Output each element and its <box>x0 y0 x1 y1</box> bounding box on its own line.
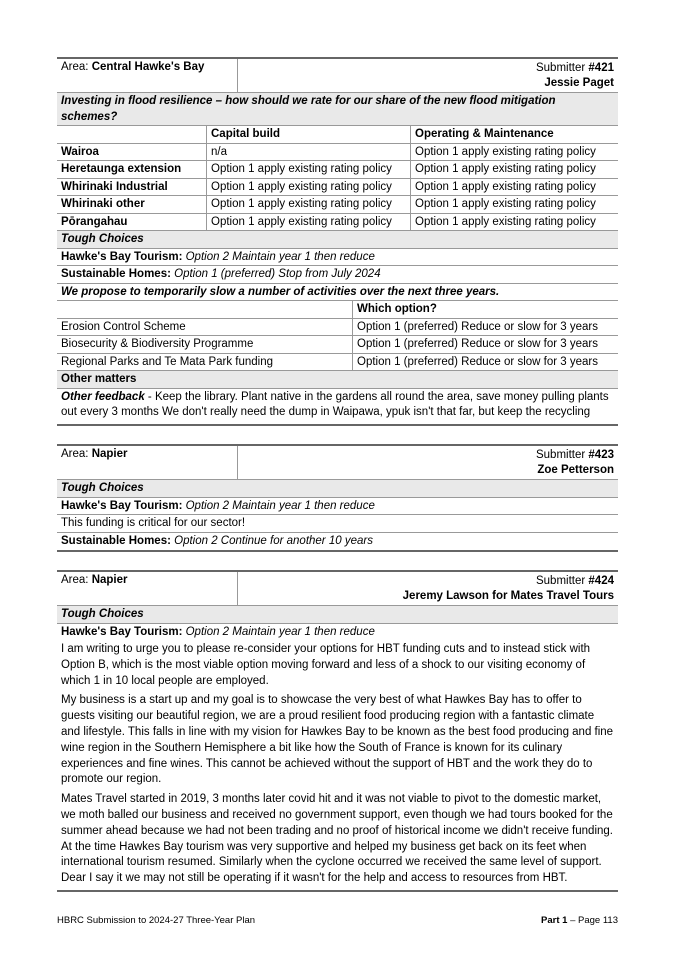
flood-heading: Investing in flood resilience – how should we rate for our share of the new flood mitigation schemes? <box>57 93 618 126</box>
flood-scheme: Wairoa <box>57 144 207 162</box>
submission-header <box>57 59 618 93</box>
submitter-name: Jeremy Lawson for Mates Travel Tours <box>402 589 614 602</box>
area-value: Central Hawke's Bay <box>91 61 205 73</box>
submission-423 <box>57 444 618 552</box>
tough-choices-heading: Tough Choices <box>57 231 618 249</box>
flood-capital: Option 1 apply existing rating policy <box>207 179 411 197</box>
tourism-row: Hawke's Bay Tourism: Option 2 Maintain year 1 then reduce <box>57 249 618 267</box>
submitter-number: #424 <box>588 575 614 588</box>
flood-scheme: Pōrangahau <box>57 214 207 231</box>
other-matters-heading: Other matters <box>57 371 618 389</box>
other-feedback: Other feedback - Keep the library. Plant native in the gardens all round the area, save money pulling plants out every 3 months We don't really need the dump in Waipawa, ypuk isn't that far, but keep the recycling <box>61 390 609 419</box>
flood-capital: Option 1 apply existing rating policy <box>207 214 411 231</box>
flood-table <box>57 126 618 231</box>
slow-option: Option 1 (preferred) Reduce or slow for 3 years <box>353 336 618 354</box>
flood-scheme: Whirinaki other <box>57 196 207 214</box>
tourism-row: Hawke's Bay Tourism: Option 2 Maintain year 1 then reduce <box>57 498 618 516</box>
submitter-cell: Submitter #423 Zoe Petterson <box>535 449 614 476</box>
flood-scheme: Whirinaki Industrial <box>57 179 207 197</box>
submission-paragraph: My business is a start up and my goal is to showcase the very best of what Hawkes Bay has to offer to guests visiting our beautiful region, we are a proud resilient food producing region with a fantastic climate and lifestyle. This falls in line with my vision for Hawkes Bay to be known as the best food producing and fine wine region in the Southern Hemisphere a bit like how the South of France is known for its culinary experiences and fine wines. This cannot be achieved without the support of HBT and the work they do to promote our region. <box>61 694 614 786</box>
col-operating-header: Operating & Maintenance <box>411 126 618 144</box>
slow-heading: We propose to temporarily slow a number of activities over the next three years. <box>57 284 618 302</box>
tourism-row: Hawke's Bay Tourism: Option 2 Maintain year 1 then reduce <box>61 625 375 638</box>
page-footer <box>57 915 618 926</box>
slow-option: Option 1 (preferred) Reduce or slow for 3 years <box>353 319 618 337</box>
submitter-name: Zoe Petterson <box>537 463 614 476</box>
submission-421 <box>57 57 618 426</box>
slow-table <box>57 301 618 371</box>
submitter-name: Jessie Paget <box>544 76 614 89</box>
flood-operating: Option 1 apply existing rating policy <box>411 179 618 197</box>
submission-header <box>57 446 618 480</box>
area-value: Napier <box>91 574 128 587</box>
flood-operating: Option 1 apply existing rating policy <box>415 215 596 228</box>
area-cell: Area: Napier <box>57 572 238 605</box>
area-value: Napier <box>91 448 128 461</box>
slow-activity: Erosion Control Scheme <box>57 319 353 337</box>
tough-choices-heading: Tough Choices <box>57 606 618 624</box>
submitter-number: #423 <box>588 449 614 462</box>
footer-page: Part 1 – Page 113 <box>541 915 618 926</box>
area-cell: Area: Napier <box>57 446 238 479</box>
flood-capital: Option 1 apply existing rating policy <box>207 161 411 179</box>
slow-activity: Biosecurity & Biodiversity Programme <box>57 336 353 354</box>
flood-scheme: Heretaunga extension <box>57 161 207 179</box>
submission-paragraph: Mates Travel started in 2019, 3 months later covid hit and it was not viable to pivot to the domestic market, we moth balled our business and received no government support, even though we had tours booked for the summer ahead because we had not been trading and no proof of historical income we didn't receive funding. At the time Hawkes Bay tourism was very supportive and helped my business get back on its feet when international tourism resumed. Similarly when the cyclone occurred we received the same level of support. Dear I say it we may not still be operating if it wasn't for the help and access to resources from HBT. <box>61 793 613 885</box>
flood-capital: n/a <box>207 144 411 162</box>
submitter-label: Submitter <box>535 62 586 74</box>
flood-operating: Option 1 apply existing rating policy <box>411 144 618 162</box>
slow-activity: Regional Parks and Te Mata Park funding <box>57 354 353 371</box>
homes-row: Sustainable Homes: Option 2 Continue for another 10 years <box>61 534 373 547</box>
area-label: Area: <box>61 61 89 73</box>
flood-operating: Option 1 apply existing rating policy <box>411 196 618 214</box>
submission-header <box>57 572 618 606</box>
tourism-comment: This funding is critical for our sector! <box>57 515 618 533</box>
slow-option: Option 1 (preferred) Reduce or slow for 3 years <box>357 355 598 368</box>
submitter-number: #421 <box>588 62 614 74</box>
col-capital-header: Capital build <box>207 126 411 144</box>
submitter-cell: Submitter #424 Jeremy Lawson for Mates Travel Tours <box>402 575 614 602</box>
which-option-header: Which option? <box>353 301 618 319</box>
homes-row: Sustainable Homes: Option 1 (preferred) Stop from July 2024 <box>57 266 618 284</box>
submission-paragraph: I am writing to urge you to please re-consider your options for HBT funding cuts and to instead stick with Option B, which is the most viable option moving forward and less of a shock to our visiting economy of which 1 in 10 local people are employed. <box>61 643 591 687</box>
document-page <box>57 57 618 910</box>
submission-424 <box>57 570 618 892</box>
tough-choices-heading: Tough Choices <box>57 480 618 498</box>
area-cell <box>57 59 238 92</box>
footer-title: HBRC Submission to 2024-27 Three-Year Plan <box>57 915 256 926</box>
flood-capital: Option 1 apply existing rating policy <box>207 196 411 214</box>
submitter-cell <box>238 59 618 92</box>
flood-operating: Option 1 apply existing rating policy <box>411 161 618 179</box>
